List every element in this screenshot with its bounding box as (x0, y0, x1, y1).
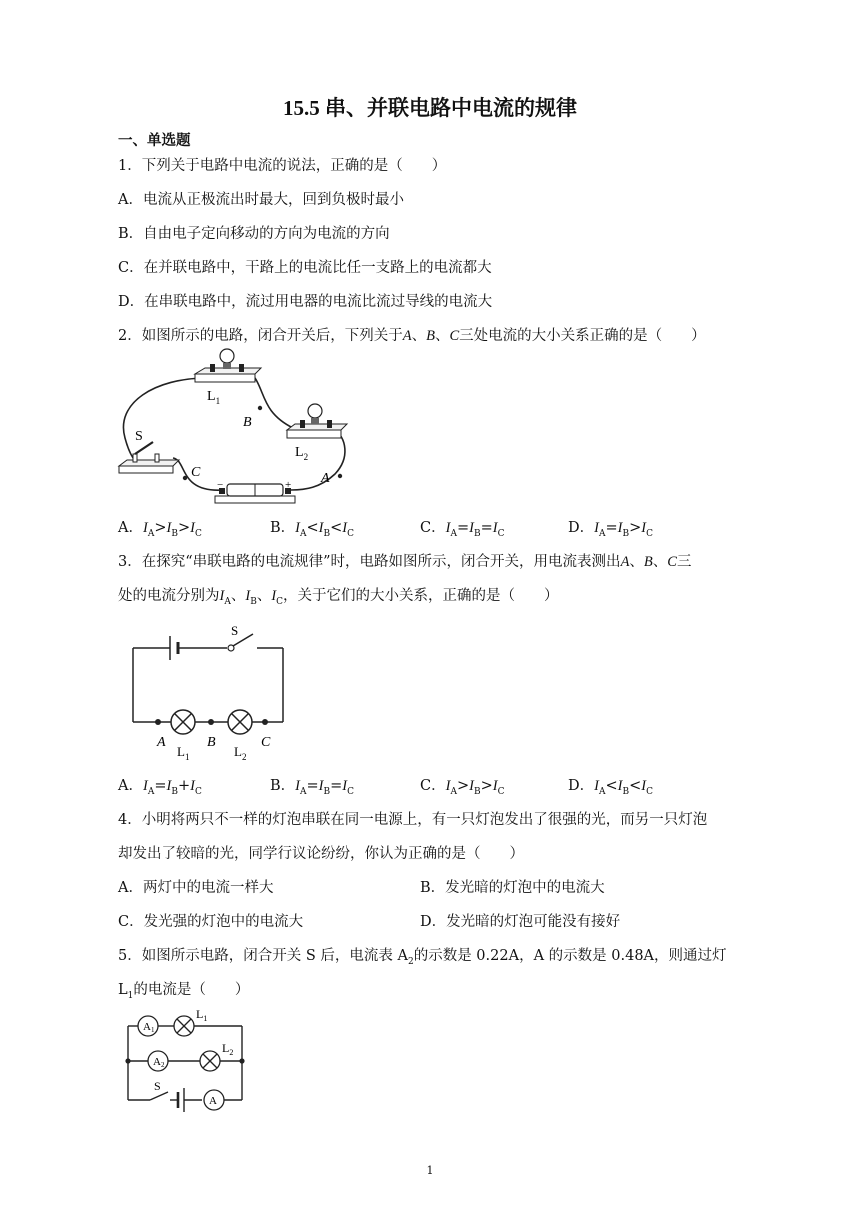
q1-option-d: D．在串联电路中，流过用电器的电流比流过导线的电流大 (118, 294, 493, 310)
current-symbol: I (469, 778, 474, 794)
option-letter: B． (270, 520, 296, 536)
current-subscript: A (598, 786, 606, 797)
operator: = (480, 520, 493, 536)
lamp-board (195, 374, 255, 382)
option-letter: A． (118, 520, 143, 536)
operator: = (605, 520, 618, 536)
current-symbol: I (295, 778, 300, 794)
label-s: S (135, 429, 143, 444)
operator: > (177, 520, 191, 536)
current-subscript: A (300, 786, 307, 797)
current-subscript: C (497, 786, 505, 797)
point-a (155, 719, 161, 725)
operator: < (605, 778, 618, 794)
current-symbol: I (641, 520, 647, 536)
q3-option-c (420, 776, 504, 802)
q4-option-d: D．发光暗的灯泡可能没有接好 (420, 914, 621, 930)
current-subscript: B (473, 786, 481, 797)
label-a2: A2 (153, 1056, 165, 1069)
q4-option-b: B．发光暗的灯泡中的电流大 (420, 880, 605, 896)
current-symbol: I (342, 778, 348, 794)
q2-option-a (118, 518, 202, 544)
q4-stem-line1: 4．小明将两只不一样的灯泡串联在同一电源上，有一只灯泡发出了很强的光，而另一只灯泡 (118, 812, 708, 828)
page-number: 1 (426, 1164, 434, 1177)
q5-stem-line2: $L_1$的电流是（ ） (118, 982, 250, 1001)
q1-stem: 1．下列关于电路中电流的说法，正确的是（ ） (118, 158, 447, 174)
q3-circuit-figure (125, 618, 295, 763)
page-title: 15.5 串、并联电路中电流的规律 (283, 96, 577, 120)
operator: + (177, 778, 191, 794)
terminal (210, 364, 215, 372)
label-minus: − (217, 479, 224, 491)
label-a: A (209, 1095, 217, 1107)
label-l1: $L_1$ (207, 389, 221, 406)
switch-board (119, 460, 179, 466)
current-subscript: C (347, 786, 355, 797)
current-symbol: I (166, 778, 172, 794)
battery-base (215, 496, 295, 503)
lamp-board (287, 430, 341, 438)
bulb-icon (308, 404, 322, 418)
current-subscript: B (171, 528, 178, 539)
switch-post (133, 454, 137, 462)
bulb-base (223, 363, 231, 369)
q2-option-d (568, 518, 653, 544)
current-subscript: B (622, 786, 630, 797)
switch-post (155, 454, 159, 462)
current-subscript: A (598, 528, 606, 539)
label-a: A (157, 735, 166, 750)
current-symbol: I (142, 520, 148, 536)
current-symbol: I (190, 520, 195, 536)
junction (258, 406, 262, 410)
label-a: A (321, 471, 330, 486)
junction (338, 474, 342, 478)
q1-option-c: C．在并联电路中，干路上的电流比任一支路上的电流都大 (118, 260, 492, 276)
current-symbol: I (492, 778, 498, 794)
current-subscript: B (622, 528, 630, 539)
terminal (239, 364, 244, 372)
current-symbol: I (641, 778, 647, 794)
label-l1: $L_1$ (177, 744, 190, 762)
operator: < (306, 520, 319, 536)
label-b: B (243, 415, 252, 430)
q3-option-a (118, 776, 202, 802)
q4-stem-line2: 却发出了较暗的光，同学行议论纷纷，你认为正确的是（ ） (118, 846, 524, 862)
current-subscript: B (323, 528, 331, 539)
current-symbol: I (594, 778, 599, 794)
current-subscript: A (450, 786, 457, 797)
q3-option-b (270, 776, 354, 802)
q5-stem-line1: 5．如图所示电路，闭合开关 S 后，电流表 $A_2$的示数是 0.22A，A 的示数是 0.48A，则通过灯 (118, 948, 727, 967)
operator: > (456, 778, 470, 794)
point-c (262, 719, 268, 725)
wire (255, 378, 293, 428)
q1-option-a: A．电流从正极流出时最大，回到负极时最小 (118, 192, 404, 208)
current-subscript: B (171, 786, 178, 797)
label-l2: $L_2$ (234, 744, 247, 762)
q2-option-c (420, 518, 504, 544)
current-symbol: I (318, 520, 324, 536)
switch-board (119, 466, 173, 473)
wire (123, 378, 207, 464)
current-subscript: C (194, 528, 202, 539)
point-b (208, 719, 214, 725)
current-symbol: I (166, 520, 172, 536)
current-subscript: A (450, 528, 457, 539)
option-letter: C． (420, 778, 446, 794)
option-letter: D． (568, 520, 595, 536)
current-symbol: I (342, 520, 348, 536)
q3-option-d (568, 776, 653, 802)
q3-stem-line1: 3．在探究“串联电路的电流规律”时，电路如图所示，闭合开关，用电流表测出A、B、C三 (118, 554, 692, 570)
q4-option-c: C．发光强的灯泡中的电流大 (118, 914, 304, 930)
bulb-icon (220, 349, 234, 363)
current-symbol: I (617, 520, 623, 536)
terminal (327, 420, 332, 428)
q3-stem-line2: 处的电流分别为$I_A$、$I_B$、$I_C$，关于它们的大小关系，正确的是（ ） (118, 588, 559, 607)
option-letter: B． (270, 778, 296, 794)
label-b: B (207, 735, 216, 750)
current-symbol: I (469, 520, 474, 536)
label-a1: A1 (143, 1021, 155, 1034)
label-l2: $L_2$ (222, 1041, 234, 1057)
current-subscript: C (646, 786, 653, 797)
q2-circuit-figure (115, 348, 355, 508)
current-symbol: I (617, 778, 623, 794)
current-subscript: C (347, 528, 355, 539)
label-s: S (154, 1079, 161, 1093)
current-subscript: B (473, 528, 481, 539)
label-plus: + (285, 479, 292, 491)
bulb-base (311, 418, 319, 424)
current-symbol: I (445, 778, 451, 794)
operator: < (330, 520, 343, 536)
operator: > (480, 778, 493, 794)
label-s: S (231, 623, 239, 638)
section-heading: 一、单选题 (118, 132, 191, 149)
operator: = (306, 778, 319, 794)
operator: > (629, 520, 642, 536)
option-letter: D． (568, 778, 595, 794)
current-symbol: I (295, 520, 300, 536)
operator: < (629, 778, 642, 794)
current-symbol: I (594, 520, 599, 536)
current-symbol: I (492, 520, 498, 536)
label-c: C (191, 465, 201, 480)
q1-option-b: B．自由电子定向移动的方向为电流的方向 (118, 226, 390, 242)
operator: > (154, 520, 167, 536)
q2-stem: 2．如图所示的电路，闭合开关后，下列关于A、B、C三处电流的大小关系正确的是（ ） (118, 328, 706, 344)
junction (183, 476, 187, 480)
lamp-board (287, 424, 347, 430)
operator: = (154, 778, 167, 794)
current-subscript: A (147, 786, 155, 797)
switch-blade (150, 1092, 168, 1100)
label-c: C (261, 735, 271, 750)
current-symbol: I (142, 778, 148, 794)
option-letter: A． (118, 778, 143, 794)
label-l2: $L_2$ (295, 445, 309, 462)
operator: = (330, 778, 343, 794)
operator: = (456, 520, 470, 536)
option-letter: C． (420, 520, 446, 536)
current-subscript: A (147, 528, 155, 539)
terminal (300, 420, 305, 428)
current-subscript: C (497, 528, 505, 539)
current-symbol: I (445, 520, 451, 536)
current-symbol: I (190, 778, 195, 794)
q4-option-a: A．两灯中的电流一样大 (118, 880, 274, 896)
current-subscript: A (300, 528, 307, 539)
current-subscript: C (194, 786, 202, 797)
current-subscript: B (323, 786, 331, 797)
label-l1: $L_1$ (196, 1008, 208, 1023)
q2-option-b (270, 518, 354, 544)
current-subscript: C (646, 528, 653, 539)
current-symbol: I (318, 778, 324, 794)
q5-circuit-figure (120, 1008, 260, 1118)
